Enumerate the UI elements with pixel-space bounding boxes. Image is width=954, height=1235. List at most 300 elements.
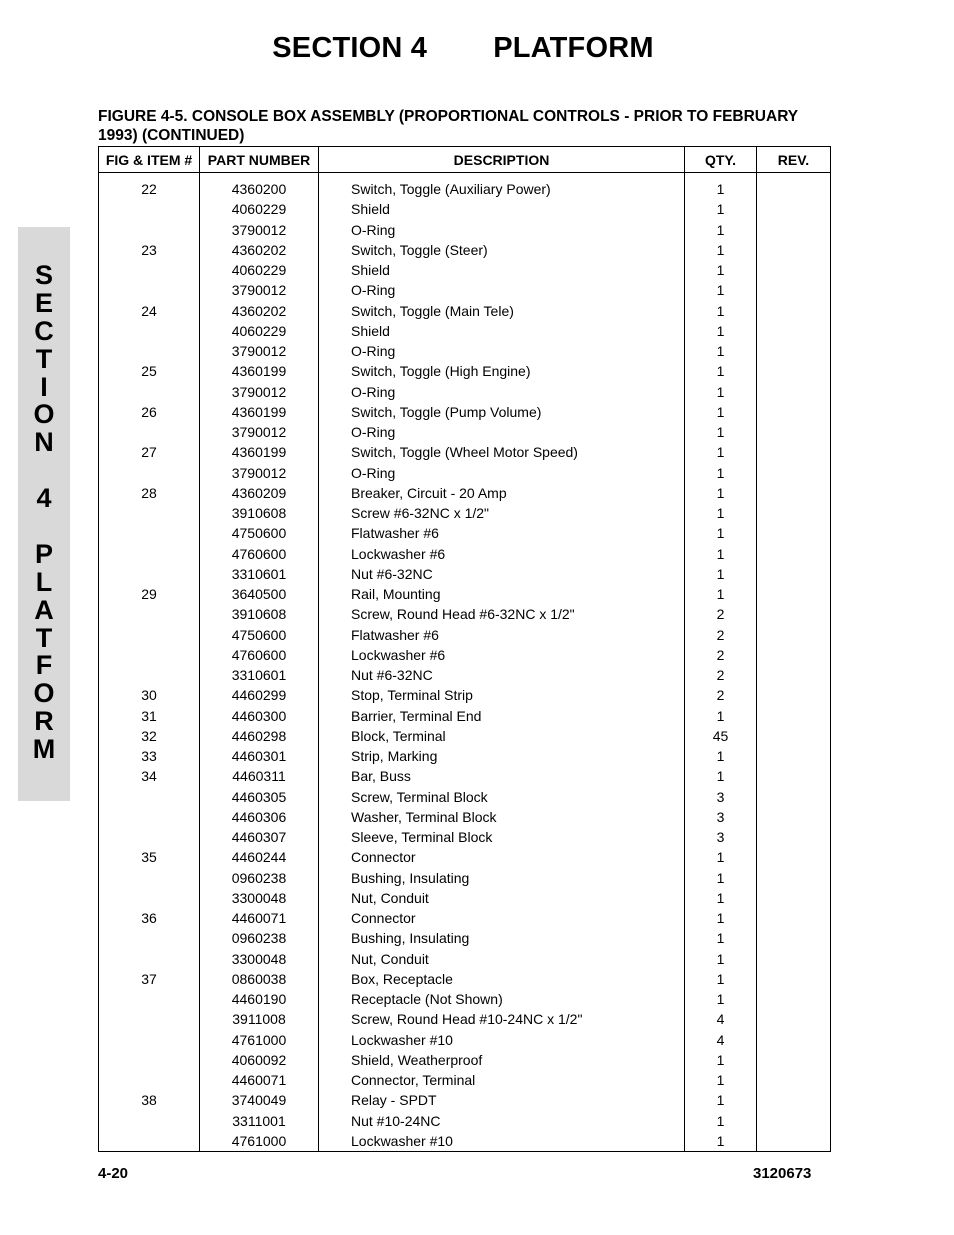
table-row	[99, 422, 831, 442]
side-tab-char: O	[33, 678, 55, 709]
rev-cell	[757, 422, 831, 442]
qty-cell: 3	[685, 787, 757, 807]
part-number-cell: 3310601	[200, 665, 319, 685]
table-header-row	[99, 147, 831, 173]
part-number-cell: 3790012	[200, 463, 319, 483]
table-row	[99, 685, 831, 705]
fig-item-cell	[99, 807, 200, 827]
description-cell: Screw, Round Head #10-24NC x 1/2"	[319, 1009, 685, 1029]
table-row	[99, 1131, 831, 1152]
fig-item-cell	[99, 1111, 200, 1131]
part-number-cell: 3790012	[200, 382, 319, 402]
part-number-cell: 4460306	[200, 807, 319, 827]
fig-item-cell	[99, 544, 200, 564]
table-row	[99, 807, 831, 827]
table-row	[99, 199, 831, 219]
fig-item-cell: 30	[99, 685, 200, 705]
part-number-cell: 4360209	[200, 483, 319, 503]
rev-cell	[757, 685, 831, 705]
description-cell: Bushing, Insulating	[319, 868, 685, 888]
table-row	[99, 989, 831, 1009]
side-tab-char: A	[34, 594, 54, 625]
rev-cell	[757, 179, 831, 199]
description-cell: Screw #6-32NC x 1/2"	[319, 503, 685, 523]
fig-item-cell: 36	[99, 908, 200, 928]
qty-cell: 4	[685, 1009, 757, 1029]
fig-item-cell: 27	[99, 442, 200, 462]
table-row	[99, 341, 831, 361]
side-tab-char	[18, 513, 70, 541]
qty-cell: 1	[685, 341, 757, 361]
part-number-cell: 4360199	[200, 442, 319, 462]
rev-cell	[757, 1090, 831, 1110]
rev-cell	[757, 382, 831, 402]
side-tab-char: T	[35, 343, 53, 374]
rev-cell	[757, 706, 831, 726]
rev-cell	[757, 625, 831, 645]
qty-cell: 1	[685, 1070, 757, 1090]
description-cell: O-Ring	[319, 382, 685, 402]
fig-item-cell	[99, 928, 200, 948]
rev-cell	[757, 341, 831, 361]
description-cell: Lockwasher #10	[319, 1030, 685, 1050]
part-number-cell: 3740049	[200, 1090, 319, 1110]
figure-caption: FIGURE 4-5. CONSOLE BOX ASSEMBLY (PROPORTIONAL CONTROLS - PRIOR TO FEBRUARY 1993) (CONTINUED)	[98, 108, 798, 144]
table-row	[99, 847, 831, 867]
qty-cell: 1	[685, 928, 757, 948]
table-row	[99, 584, 831, 604]
table-row	[99, 766, 831, 786]
rev-cell	[757, 483, 831, 503]
qty-cell: 2	[685, 665, 757, 685]
qty-cell: 1	[685, 766, 757, 786]
rev-cell	[757, 564, 831, 584]
rev-cell	[757, 280, 831, 300]
qty-cell: 1	[685, 908, 757, 928]
part-number-cell: 4060229	[200, 260, 319, 280]
qty-cell: 1	[685, 1131, 757, 1152]
rev-cell	[757, 827, 831, 847]
rev-cell	[757, 746, 831, 766]
part-number-cell: 3300048	[200, 949, 319, 969]
table-row	[99, 382, 831, 402]
qty-cell: 1	[685, 422, 757, 442]
table-row	[99, 402, 831, 422]
rev-cell	[757, 1131, 831, 1152]
column-header-part-number: PART NUMBER	[200, 147, 319, 173]
fig-item-cell: 29	[99, 584, 200, 604]
rev-cell	[757, 503, 831, 523]
qty-cell: 1	[685, 888, 757, 908]
part-number-cell: 4460071	[200, 1070, 319, 1090]
rev-cell	[757, 199, 831, 219]
qty-cell: 2	[685, 645, 757, 665]
part-number-cell: 3310601	[200, 564, 319, 584]
qty-cell: 1	[685, 503, 757, 523]
side-tab-char: 4	[36, 483, 52, 514]
fig-item-cell	[99, 463, 200, 483]
side-tab-char: N	[34, 427, 54, 458]
fig-item-cell	[99, 564, 200, 584]
fig-item-cell	[99, 523, 200, 543]
qty-cell: 1	[685, 706, 757, 726]
description-cell: Switch, Toggle (High Engine)	[319, 361, 685, 381]
fig-item-cell: 35	[99, 847, 200, 867]
fig-item-cell	[99, 1030, 200, 1050]
fig-item-cell: 38	[99, 1090, 200, 1110]
description-cell: Breaker, Circuit - 20 Amp	[319, 483, 685, 503]
description-cell: Nut #6-32NC	[319, 665, 685, 685]
fig-item-cell	[99, 604, 200, 624]
column-header-fig-item: FIG & ITEM #	[99, 147, 200, 173]
part-number-cell: 4060092	[200, 1050, 319, 1070]
description-cell: Shield	[319, 199, 685, 219]
description-cell: Receptacle (Not Shown)	[319, 989, 685, 1009]
part-number-cell: 3640500	[200, 584, 319, 604]
side-tab-char	[18, 457, 70, 485]
fig-item-cell	[99, 199, 200, 219]
description-cell: Switch, Toggle (Steer)	[319, 240, 685, 260]
qty-cell: 45	[685, 726, 757, 746]
qty-cell: 1	[685, 989, 757, 1009]
table-row	[99, 1070, 831, 1090]
rev-cell	[757, 888, 831, 908]
description-cell: O-Ring	[319, 422, 685, 442]
part-number-cell: 4360200	[200, 179, 319, 199]
table-row	[99, 787, 831, 807]
description-cell: Box, Receptacle	[319, 969, 685, 989]
part-number-cell: 3790012	[200, 422, 319, 442]
rev-cell	[757, 847, 831, 867]
qty-cell: 1	[685, 847, 757, 867]
side-tab-char: P	[34, 538, 53, 569]
table-row	[99, 1050, 831, 1070]
description-cell: Sleeve, Terminal Block	[319, 827, 685, 847]
qty-cell: 1	[685, 1050, 757, 1070]
fig-item-cell: 33	[99, 746, 200, 766]
description-cell: Connector, Terminal	[319, 1070, 685, 1090]
qty-cell: 1	[685, 584, 757, 604]
fig-item-cell	[99, 949, 200, 969]
description-cell: Lockwasher #6	[319, 544, 685, 564]
qty-cell: 3	[685, 827, 757, 847]
part-number-cell: 4761000	[200, 1131, 319, 1152]
description-cell: Shield	[319, 321, 685, 341]
qty-cell: 1	[685, 260, 757, 280]
description-cell: O-Ring	[319, 463, 685, 483]
qty-cell: 2	[685, 604, 757, 624]
part-number-cell: 4460298	[200, 726, 319, 746]
description-cell: Switch, Toggle (Auxiliary Power)	[319, 179, 685, 199]
table-row	[99, 463, 831, 483]
fig-item-cell	[99, 888, 200, 908]
qty-cell: 1	[685, 564, 757, 584]
description-cell: Screw, Terminal Block	[319, 787, 685, 807]
description-cell: Nut, Conduit	[319, 888, 685, 908]
rev-cell	[757, 645, 831, 665]
rev-cell	[757, 220, 831, 240]
qty-cell: 1	[685, 969, 757, 989]
description-cell: Switch, Toggle (Main Tele)	[319, 301, 685, 321]
fig-item-cell: 34	[99, 766, 200, 786]
part-number-cell: 4760600	[200, 544, 319, 564]
description-cell: Barrier, Terminal End	[319, 706, 685, 726]
rev-cell	[757, 1111, 831, 1131]
rev-cell	[757, 969, 831, 989]
description-cell: Block, Terminal	[319, 726, 685, 746]
description-cell: Nut #6-32NC	[319, 564, 685, 584]
fig-item-cell: 28	[99, 483, 200, 503]
rev-cell	[757, 766, 831, 786]
table-row	[99, 706, 831, 726]
description-cell: Shield, Weatherproof	[319, 1050, 685, 1070]
part-number-cell: 3911008	[200, 1009, 319, 1029]
table-row	[99, 240, 831, 260]
fig-item-cell	[99, 341, 200, 361]
part-number-cell: 4460305	[200, 787, 319, 807]
rev-cell	[757, 868, 831, 888]
rev-cell	[757, 604, 831, 624]
side-tab-char: C	[34, 315, 54, 346]
rev-cell	[757, 321, 831, 341]
side-tab-char: R	[34, 706, 54, 737]
qty-cell: 2	[685, 685, 757, 705]
description-cell: Connector	[319, 908, 685, 928]
description-cell: Bar, Buss	[319, 766, 685, 786]
qty-cell: 1	[685, 1090, 757, 1110]
qty-cell: 1	[685, 544, 757, 564]
fig-item-cell: 31	[99, 706, 200, 726]
description-cell: Switch, Toggle (Wheel Motor Speed)	[319, 442, 685, 462]
rev-cell	[757, 787, 831, 807]
table-row	[99, 442, 831, 462]
table-row	[99, 665, 831, 685]
table-row	[99, 220, 831, 240]
qty-cell: 1	[685, 361, 757, 381]
fig-item-cell	[99, 280, 200, 300]
description-cell: O-Ring	[319, 220, 685, 240]
fig-item-cell	[99, 220, 200, 240]
side-tab-char: O	[33, 399, 55, 430]
description-cell: Flatwasher #6	[319, 625, 685, 645]
column-header-qty: QTY.	[685, 147, 757, 173]
qty-cell: 1	[685, 382, 757, 402]
table-row	[99, 564, 831, 584]
rev-cell	[757, 928, 831, 948]
part-number-cell: 0960238	[200, 928, 319, 948]
rev-cell	[757, 301, 831, 321]
qty-cell: 1	[685, 1111, 757, 1131]
table-row	[99, 544, 831, 564]
side-tab-char: T	[35, 622, 53, 653]
fig-item-cell	[99, 827, 200, 847]
fig-item-cell	[99, 1009, 200, 1029]
part-number-cell: 4060229	[200, 321, 319, 341]
rev-cell	[757, 523, 831, 543]
rev-cell	[757, 726, 831, 746]
qty-cell: 1	[685, 463, 757, 483]
table-row	[99, 523, 831, 543]
rev-cell	[757, 665, 831, 685]
table-row	[99, 301, 831, 321]
qty-cell: 1	[685, 483, 757, 503]
part-number-cell: 3790012	[200, 280, 319, 300]
description-cell: Strip, Marking	[319, 746, 685, 766]
qty-cell: 1	[685, 280, 757, 300]
fig-item-cell: 32	[99, 726, 200, 746]
table-row	[99, 908, 831, 928]
fig-item-cell: 37	[99, 969, 200, 989]
qty-cell: 1	[685, 301, 757, 321]
description-cell: Lockwasher #10	[319, 1131, 685, 1152]
table-row	[99, 969, 831, 989]
part-number-cell: 0860038	[200, 969, 319, 989]
fig-item-cell: 25	[99, 361, 200, 381]
qty-cell: 1	[685, 949, 757, 969]
qty-cell: 1	[685, 402, 757, 422]
part-number-cell: 4760600	[200, 645, 319, 665]
description-cell: Switch, Toggle (Pump Volume)	[319, 402, 685, 422]
description-cell: Connector	[319, 847, 685, 867]
rev-cell	[757, 463, 831, 483]
table-row	[99, 1030, 831, 1050]
description-cell: Nut #10-24NC	[319, 1111, 685, 1131]
fig-item-cell	[99, 382, 200, 402]
description-cell: Flatwasher #6	[319, 523, 685, 543]
table-row	[99, 604, 831, 624]
part-number-cell: 4460190	[200, 989, 319, 1009]
description-cell: Screw, Round Head #6-32NC x 1/2"	[319, 604, 685, 624]
qty-cell: 4	[685, 1030, 757, 1050]
table-row	[99, 483, 831, 503]
part-number-cell: 3300048	[200, 888, 319, 908]
part-number-cell: 4460307	[200, 827, 319, 847]
rev-cell	[757, 1050, 831, 1070]
part-number-cell: 4360199	[200, 361, 319, 381]
fig-item-cell: 23	[99, 240, 200, 260]
part-number-cell: 4460300	[200, 706, 319, 726]
description-cell: Shield	[319, 260, 685, 280]
description-cell: Relay - SPDT	[319, 1090, 685, 1110]
document-number: 3120673	[753, 1165, 812, 1182]
side-tab-char: E	[34, 287, 53, 318]
part-number-cell: 4460301	[200, 746, 319, 766]
side-tab-char: I	[40, 371, 48, 402]
column-header-rev: REV.	[757, 147, 831, 173]
part-number-cell: 4360202	[200, 301, 319, 321]
section-side-tab-text	[18, 227, 70, 801]
rev-cell	[757, 1009, 831, 1029]
part-number-cell: 4360202	[200, 240, 319, 260]
part-number-cell: 4460299	[200, 685, 319, 705]
rev-cell	[757, 361, 831, 381]
table-row	[99, 625, 831, 645]
description-cell: Rail, Mounting	[319, 584, 685, 604]
rev-cell	[757, 260, 831, 280]
fig-item-cell	[99, 989, 200, 1009]
qty-cell: 1	[685, 220, 757, 240]
fig-item-cell	[99, 503, 200, 523]
table-row	[99, 645, 831, 665]
description-cell: Lockwasher #6	[319, 645, 685, 665]
part-number-cell: 3790012	[200, 220, 319, 240]
side-tab-char: S	[34, 260, 53, 290]
table-row	[99, 179, 831, 199]
fig-item-cell	[99, 868, 200, 888]
rev-cell	[757, 1070, 831, 1090]
part-number-cell: 0960238	[200, 868, 319, 888]
qty-cell: 1	[685, 523, 757, 543]
table-row	[99, 280, 831, 300]
fig-item-cell	[99, 321, 200, 341]
column-header-description: DESCRIPTION	[319, 147, 685, 173]
part-number-cell: 4060229	[200, 199, 319, 219]
part-number-cell: 4750600	[200, 625, 319, 645]
page-number: 4-20	[98, 1165, 129, 1182]
part-number-cell: 4460311	[200, 766, 319, 786]
rev-cell	[757, 949, 831, 969]
table-row	[99, 868, 831, 888]
table-row	[99, 949, 831, 969]
section-title: SECTION 4 PLATFORM	[272, 32, 654, 64]
description-cell: Washer, Terminal Block	[319, 807, 685, 827]
description-cell: Bushing, Insulating	[319, 928, 685, 948]
part-number-cell: 3910608	[200, 503, 319, 523]
description-cell: Stop, Terminal Strip	[319, 685, 685, 705]
fig-item-cell	[99, 1070, 200, 1090]
fig-item-cell: 24	[99, 301, 200, 321]
description-cell: O-Ring	[319, 341, 685, 361]
side-tab-char: L	[35, 566, 53, 597]
qty-cell: 2	[685, 625, 757, 645]
table-row	[99, 1090, 831, 1110]
table-row	[99, 888, 831, 908]
qty-cell: 1	[685, 868, 757, 888]
rev-cell	[757, 989, 831, 1009]
part-number-cell: 4750600	[200, 523, 319, 543]
part-number-cell: 4761000	[200, 1030, 319, 1050]
table-row	[99, 321, 831, 341]
qty-cell: 1	[685, 240, 757, 260]
rev-cell	[757, 240, 831, 260]
qty-cell: 1	[685, 199, 757, 219]
fig-item-cell	[99, 422, 200, 442]
qty-cell: 1	[685, 746, 757, 766]
rev-cell	[757, 584, 831, 604]
rev-cell	[757, 442, 831, 462]
part-number-cell: 4360199	[200, 402, 319, 422]
side-tab-char: M	[32, 734, 56, 765]
fig-item-cell	[99, 625, 200, 645]
table-row	[99, 1111, 831, 1131]
parts-table	[98, 146, 831, 1152]
rev-cell	[757, 544, 831, 564]
fig-item-cell	[99, 665, 200, 685]
fig-item-cell	[99, 260, 200, 280]
rev-cell	[757, 807, 831, 827]
fig-item-cell	[99, 787, 200, 807]
rev-cell	[757, 908, 831, 928]
table-row	[99, 260, 831, 280]
part-number-cell: 4460244	[200, 847, 319, 867]
part-number-cell: 3311001	[200, 1111, 319, 1131]
qty-cell: 3	[685, 807, 757, 827]
fig-item-cell	[99, 1131, 200, 1152]
qty-cell: 1	[685, 321, 757, 341]
fig-item-cell	[99, 1050, 200, 1070]
table-row	[99, 928, 831, 948]
description-cell: Nut, Conduit	[319, 949, 685, 969]
